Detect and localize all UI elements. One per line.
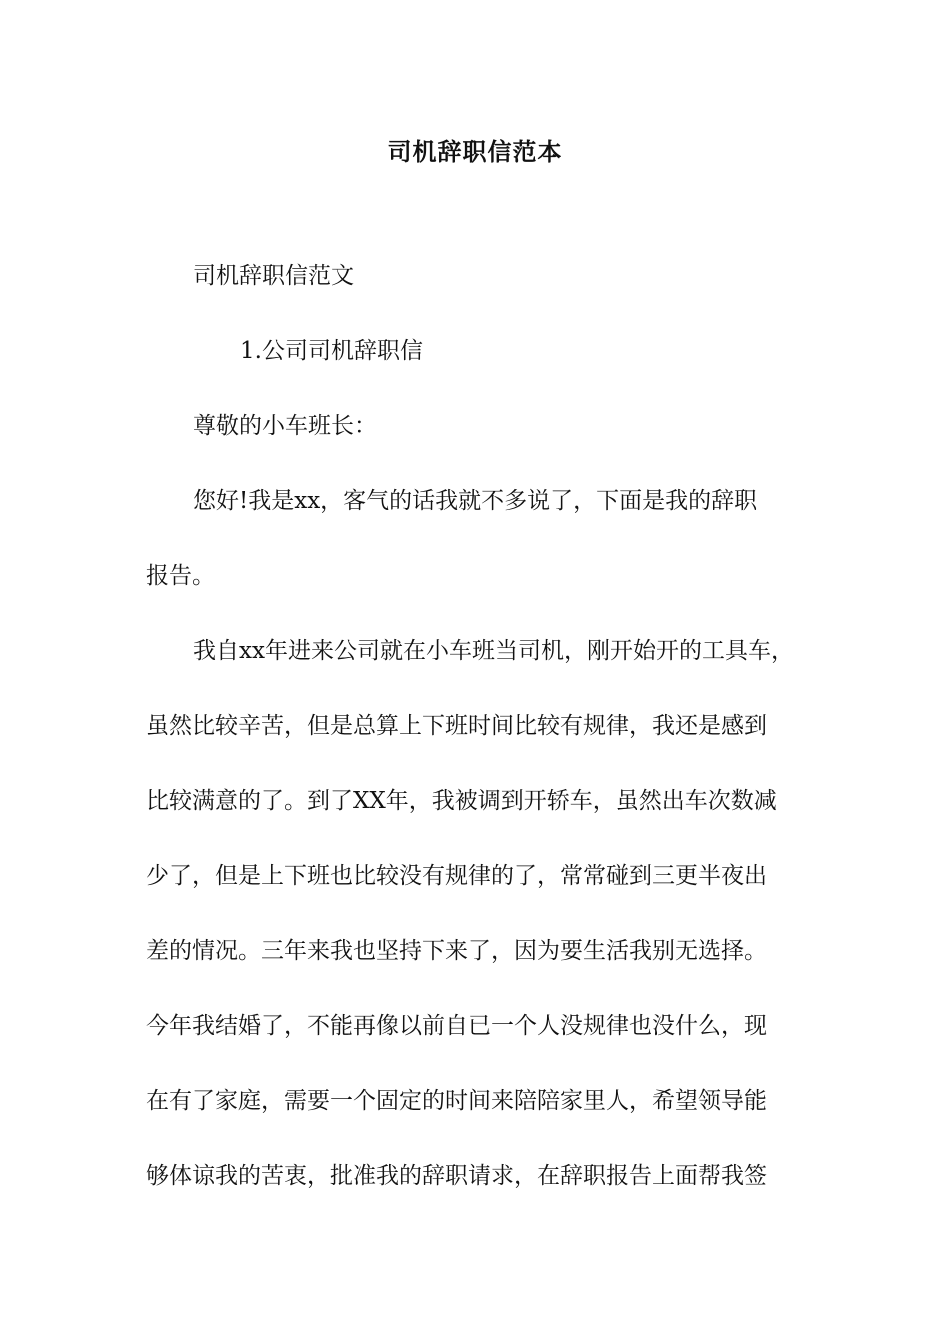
section-heading: 司机辞职信范文 [193,263,354,289]
body-line: 今年我结婚了，不能再像以前自已一个人没规律也没什么，现 [146,1013,767,1039]
body-line: 虽然比较辛苦，但是总算上下班时间比较有规律，我还是感到 [146,713,767,739]
body-line: 报告。 [146,563,215,589]
body-line: 比较满意的了。到了XX年，我被调到开轿车，虽然出车次数减 [146,788,777,814]
body-line: 您好!我是xx，客气的话我就不多说了，下面是我的辞职 [193,488,758,514]
body-line: 我自xx年进来公司就在小车班当司机，刚开始开的工具车， [193,638,794,664]
body-line: 够体谅我的苦衷，批准我的辞职请求，在辞职报告上面帮我签 [146,1163,767,1189]
body-line: 差的情况。三年来我也坚持下来了，因为要生活我别无选择。 [146,938,767,964]
body-line: 少了，但是上下班也比较没有规律的了，常常碰到三更半夜出 [146,863,767,889]
salutation: 尊敬的小车班长： [193,413,377,439]
document-title: 司机辞职信范本 [387,137,563,166]
item-heading: 1.公司司机辞职信 [240,338,423,364]
body-line: 在有了家庭，需要一个固定的时间来陪陪家里人，希望领导能 [146,1088,767,1114]
